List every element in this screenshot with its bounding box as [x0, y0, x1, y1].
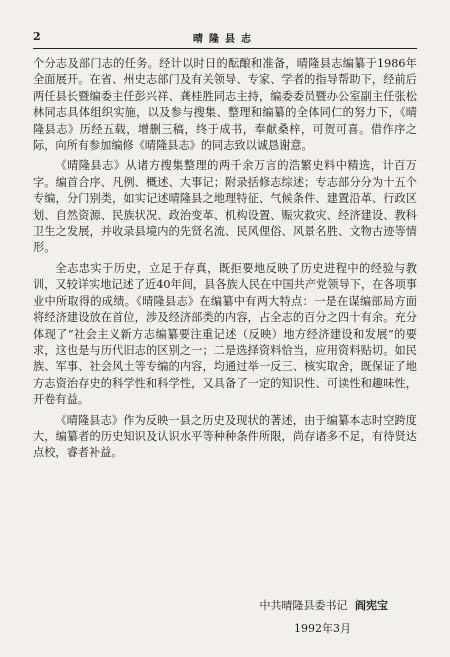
- signer-name: 阎宪宝: [355, 599, 388, 612]
- paragraph-1: 个分志及部门志的任务。经计以时日的酝酿和准备，晴隆县志编纂于1986年全面展开。在省、州史志部门及有关领导、专家、学者的指导帮助下，经前后两任县长暨编委主任彭兴祥、龚桂胜同志主持，编委委员暨办公室副主任张松林同志具体组织实施，以及参与搜集、整理和编纂的全体同仁的努力下，《晴隆县志》历经五载，增删三稿，终于成书，奉献桑梓，可贺可喜。借作序之际，向所有参加编修《晴隆县志》的同志致以诚恳谢意。: [33, 57, 417, 153]
- signature-date: 1992年3月: [294, 622, 351, 635]
- paragraph-4: 《晴隆县志》作为反映一县之历史及现状的著述，由于编纂本志时空跨度大，编纂者的历史知识及认识水平等种种条件所限，尚存诸多不足，有待贤达点校，睿者补益。: [33, 413, 417, 460]
- preface-body: [33, 56, 417, 466]
- page-number: 2: [33, 30, 41, 43]
- running-title: 晴隆县志: [193, 34, 257, 45]
- page-header: [33, 27, 417, 49]
- signature-block: [260, 598, 389, 614]
- paragraph-3: 全志忠实于历史，立足于存真，既拒要地反映了历史进程中的经验与教训，又较详实地记述了近40年间，县各族人民在中国共产党领导下，在各项事业中所取得的成绩。《晴隆县志》在编纂中有两大特点：一是在谋编部局方面将经济建设放在首位，涉及经济部类的内容，占全志的百分之四十有余。充分体现了“社会主义新方志编纂要注重记述（反映）地方经济建设和发展”的要求，这也是与历代旧志的区别之一；二是选择资料恰当，应用资料贴切。如民族、军事、社会风土等专编的内容，均通过举一反三、核实取舍，既保证了地方志资治存史的科学性和科学性，又具备了一定的知识性、可读性和趣味性，开卷有益。: [33, 261, 417, 407]
- signer-title: 中共晴隆县委书记: [259, 599, 348, 612]
- paragraph-2: 《晴隆县志》从诸方搜集整理的两千余万言的浩繁史料中精选，计百万字。编首合序、凡例、概述、大事记；附录括修志综述；专志部分分为十五个专编，分门别类，如实记述晴隆县之地理特征、气候条件、建置沿革、行政区划、自然资源、民族状况、政治变革、机构设置、赈灾救灾、经济建设、教科卫生之发展，并收录县境内的先贤名流、民风俚俗、风景名胜、文物古迹等情形。: [33, 159, 417, 255]
- header-rule: [33, 48, 417, 49]
